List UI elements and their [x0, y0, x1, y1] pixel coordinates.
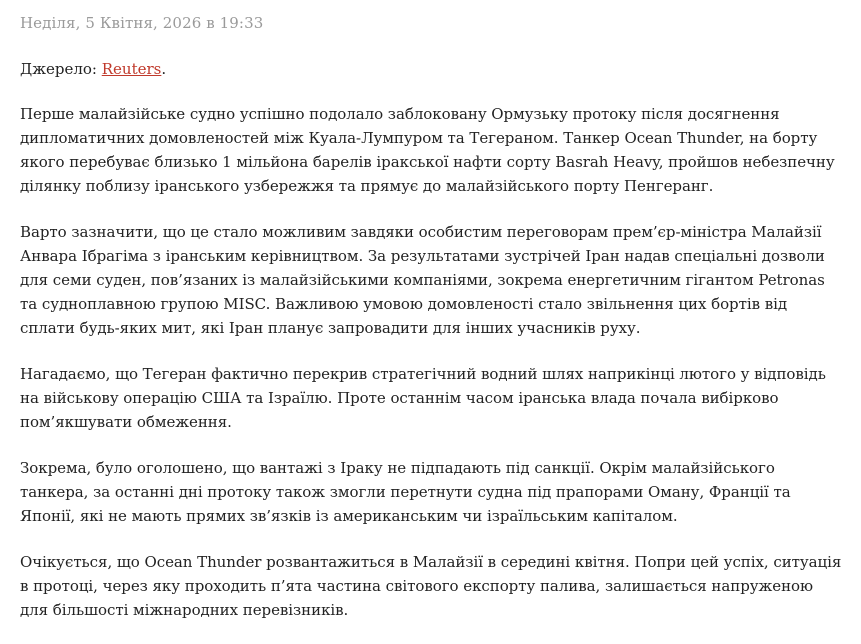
source-line [20, 57, 845, 81]
source-label: Джерело: [20, 60, 97, 78]
article-body [20, 11, 845, 644]
publish-date: Неділя, 5 Квітня, 2026 в 19:33 [20, 14, 264, 32]
article-paragraph-4: Зокрема, було оголошено, що вантажі з Іраку не підпадають під санкції. Окрім малайзійського танкера, за останні дні протоку також змогли перетнути судна під прапорами Оману, Франції та Японії, які не мають прямих зв’язків із американським чи ізраїльським капіталом. [20, 459, 791, 525]
article-paragraph-2: Варто зазначити, що це стало можливим завдяки особистим переговорам прем’єр-міністра Малайзії Анвара Ібрагіма з іранським керівництвом. За результатами зустрічей Іран надав спеціальні дозволи для семи суден, пов’язаних із малайзійськими компаніями, зокрема енергетичним гігантом Petronas та судноплавною групою MISC. Важливою умовою домовленості стало звільнення цих бортів від сплати будь-яких мит, які Іран планує запровадити для інших учасників руху. [20, 223, 825, 337]
article-paragraph-5: Очікується, що Ocean Thunder розвантажиться в Малайзії в середині квітня. Попри цей успіх, ситуація в протоці, через яку проходить п’ята частина світового експорту палива, залишається напруженою для більшості міжнародних перевізників. [20, 553, 842, 619]
source-link[interactable]: Reuters [101, 60, 162, 78]
source-trailing: . [161, 60, 167, 78]
article-paragraph-3: Нагадаємо, що Тегеран фактично перекрив стратегічний водний шлях наприкінці лютого у відповідь на військову операцію США та Ізраїлю. Проте останнім часом іранська влада почала вибірково пом’якшувати обмеження. [20, 365, 826, 431]
article-paragraph-1: Перше малайзійське судно успішно подолало заблоковану Ормузьку протоку після досягнення дипломатичних домовленостей між Куала-Лумпуром та Тегераном. Танкер Ocean Thunder, на борту якого перебуває близько 1 мільйона барелів іракської нафти сорту Basrah Heavy, пройшов небезпечну ділянку поблизу іранського узбережжя та прямує до малайзійського порту Пенгеранг. [20, 105, 835, 195]
